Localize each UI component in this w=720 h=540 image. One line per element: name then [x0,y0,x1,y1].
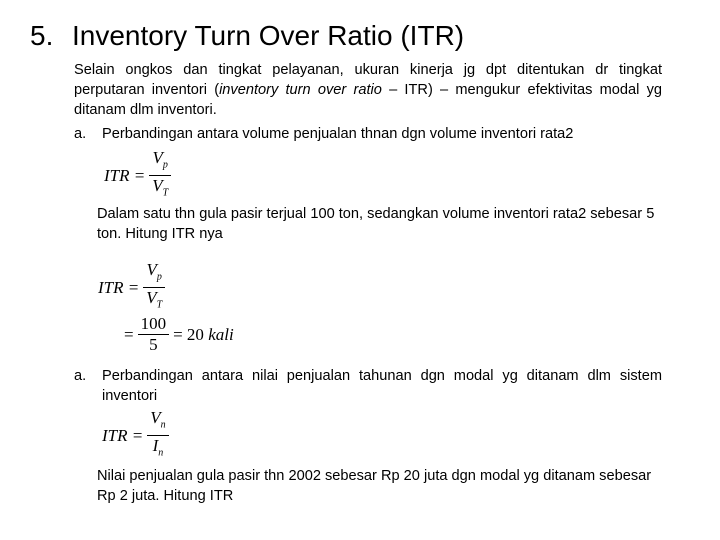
example-1-text: Dalam satu thn gula pasir terjual 100 ton, sedangkan volume inventori rata2 sebesar 5 ton. Hitung ITR nya [97,206,655,242]
denominator-value: 5 [149,335,158,354]
denominator: V [146,288,157,308]
denominator: V [152,176,163,196]
result-value: = 20 [173,324,204,344]
list-marker: a. [74,368,87,384]
formula-itr-example [98,260,165,316]
numerator: V [152,148,163,167]
intro-italic: inventory turn over ratio [219,82,382,98]
numerator: V [146,260,157,279]
numerator-sub: p [156,271,162,283]
formula-fraction [149,148,171,204]
example-2-text: Nilai penjualan gula pasir thn 2002 sebesar Rp 20 juta dgn modal yg ditanam sebesar Rp 2 juta. Hitung ITR [97,468,652,504]
formula-lhs: ITR = [102,425,144,445]
formula-lhs: ITR = [104,165,146,185]
list-item-a-value [74,366,662,406]
intro-text-2: – ITR) – mengukur efektivitas modal yg ditanam dlm inventori. [74,82,662,118]
title-number: 5. [30,20,54,51]
numerator-sub: p [162,159,168,171]
slide-title [30,18,464,54]
equals-sign: = [124,324,134,344]
intro-paragraph [74,60,662,120]
formula-fraction [143,260,165,316]
formula-itr-value [102,408,169,464]
title-text: Inventory Turn Over Ratio (ITR) [72,20,465,51]
formula-lhs: ITR = [98,277,140,297]
formula-fraction [147,408,168,464]
formula-itr-volume [104,148,171,204]
numerator: V [150,408,161,427]
formula-itr-calculation [124,314,234,355]
list-marker: a. [74,126,87,142]
denominator: I [152,436,159,456]
denominator-sub: T [162,187,169,199]
result-unit: kali [208,324,234,344]
list-item-text: Perbandingan antara volume penjualan thnan dgn volume inventori rata2 [102,126,574,142]
numerator-sub: n [160,419,166,431]
denominator-sub: n [158,447,164,459]
calculation-fraction [138,314,170,355]
numerator-value: 100 [140,314,167,333]
intro-text-1: Selain ongkos dan tingkat pelayanan, ukuran kinerja jg dpt ditentukan dr tingkat perputaran inventori ( [74,62,662,98]
denominator-sub: T [156,299,163,311]
list-item-a-volume [74,124,662,144]
list-item-text: Perbandingan antara nilai penjualan tahunan dgn modal yg ditanam dlm sistem inventori [102,368,662,404]
